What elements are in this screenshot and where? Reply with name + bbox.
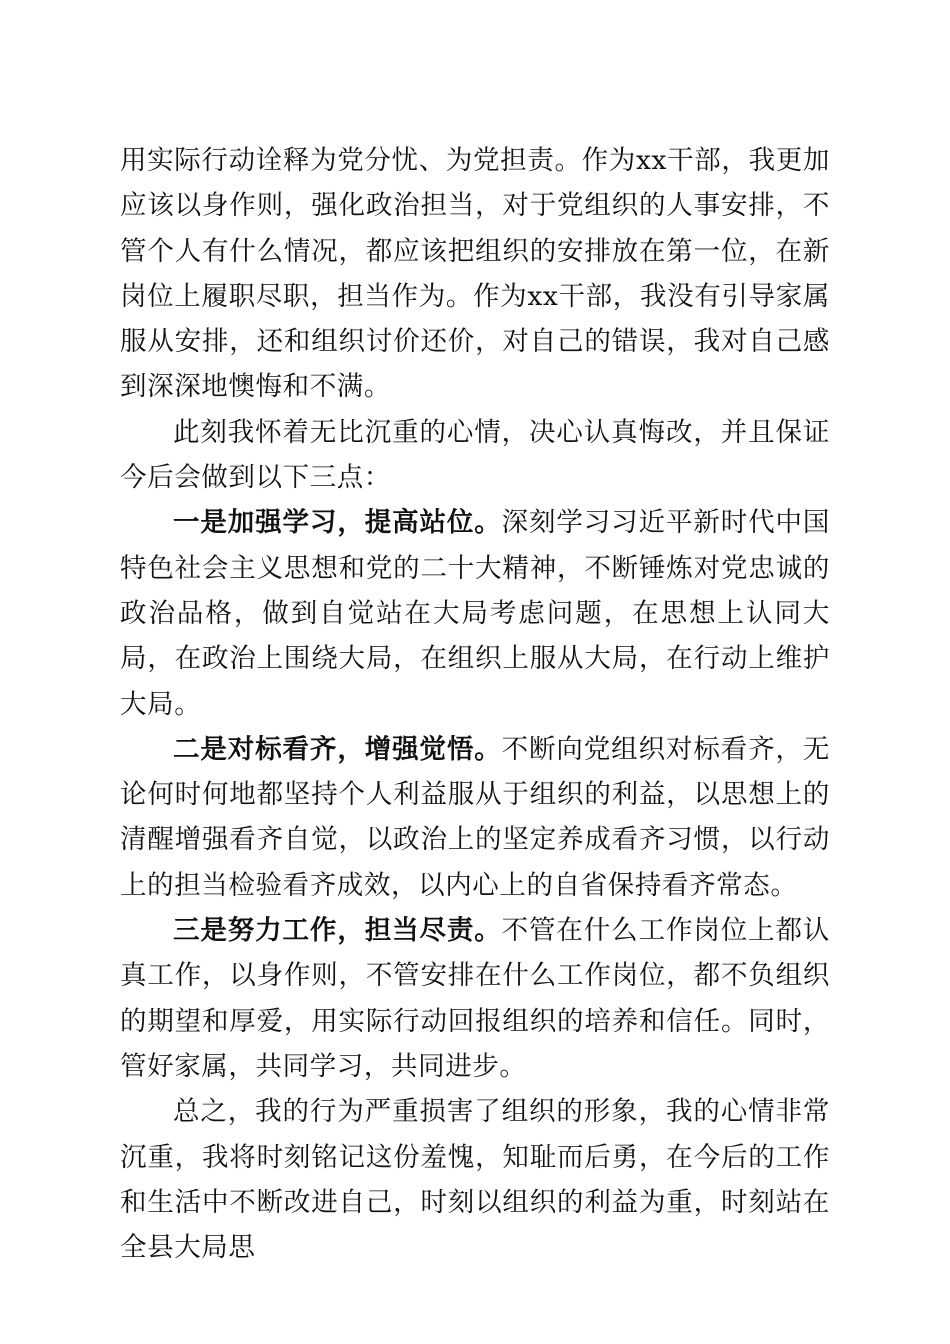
- paragraph-text: 不断向党组织对标看齐，无论何时何地都坚持个人利益服从于组织的利益，以思想上的清醒增强看齐自觉，以政治上的坚定养成看齐习惯，以行动上的担当检验看齐成效，以内心上的自省保持看齐常态。: [120, 733, 830, 901]
- paragraph-lead-heading: 三是努力工作，担当尽责。: [173, 915, 502, 947]
- paragraph-text: 不管在什么工作岗位上都认真工作，以身作则，不管安排在什么工作岗位，都不负组织的期望和厚爱，用实际行动回报组织的培养和信任。同时，管好家属，共同学习，共同进步。: [120, 915, 830, 1082]
- document-body: [120, 138, 830, 1270]
- paragraph-text: 深刻学习习近平新时代中国特色社会主义思想和党的二十大精神，不断锤炼对党忠诚的政治品格，做到自觉站在大局考虑问题，在思想上认同大局，在政治上围绕大局，在组织上服从大局，在行动上维护大局。: [120, 507, 830, 720]
- paragraph-lead-heading: 二是对标看齐，增强觉悟。: [173, 733, 502, 765]
- paragraph-conclusion: [120, 1089, 830, 1270]
- paragraph-resolution-intro: [120, 410, 830, 501]
- paragraph-text: 此刻我怀着无比沉重的心情，决心认真悔改，并且保证今后会做到以下三点：: [120, 416, 830, 494]
- paragraph-point-one: [120, 500, 830, 726]
- paragraph-text: 总之，我的行为严重损害了组织的形象，我的心情非常沉重，我将时刻铭记这份羞愧，知耻而后勇，在今后的工作和生活中不断改进自己，时刻以组织的利益为重，时刻站在全县大局思: [120, 1096, 830, 1264]
- paragraph-lead-heading: 一是加强学习，提高站位。: [173, 507, 502, 539]
- paragraph-text: 用实际行动诠释为党分忧、为党担责。作为xx干部，我更加应该以身作则，强化政治担当，对于党组织的人事安排，不管个人有什么情况，都应该把组织的安排放在第一位，在新岗位上履职尽职，担当作为。作为xx干部，我没有引导家属服从安排，还和组织讨价还价，对自己的错误，我对自己感到深深地懊悔和不满。: [120, 145, 830, 403]
- paragraph-point-three: [120, 908, 830, 1089]
- paragraph-point-two: [120, 727, 830, 908]
- paragraph-continuation: [120, 138, 830, 410]
